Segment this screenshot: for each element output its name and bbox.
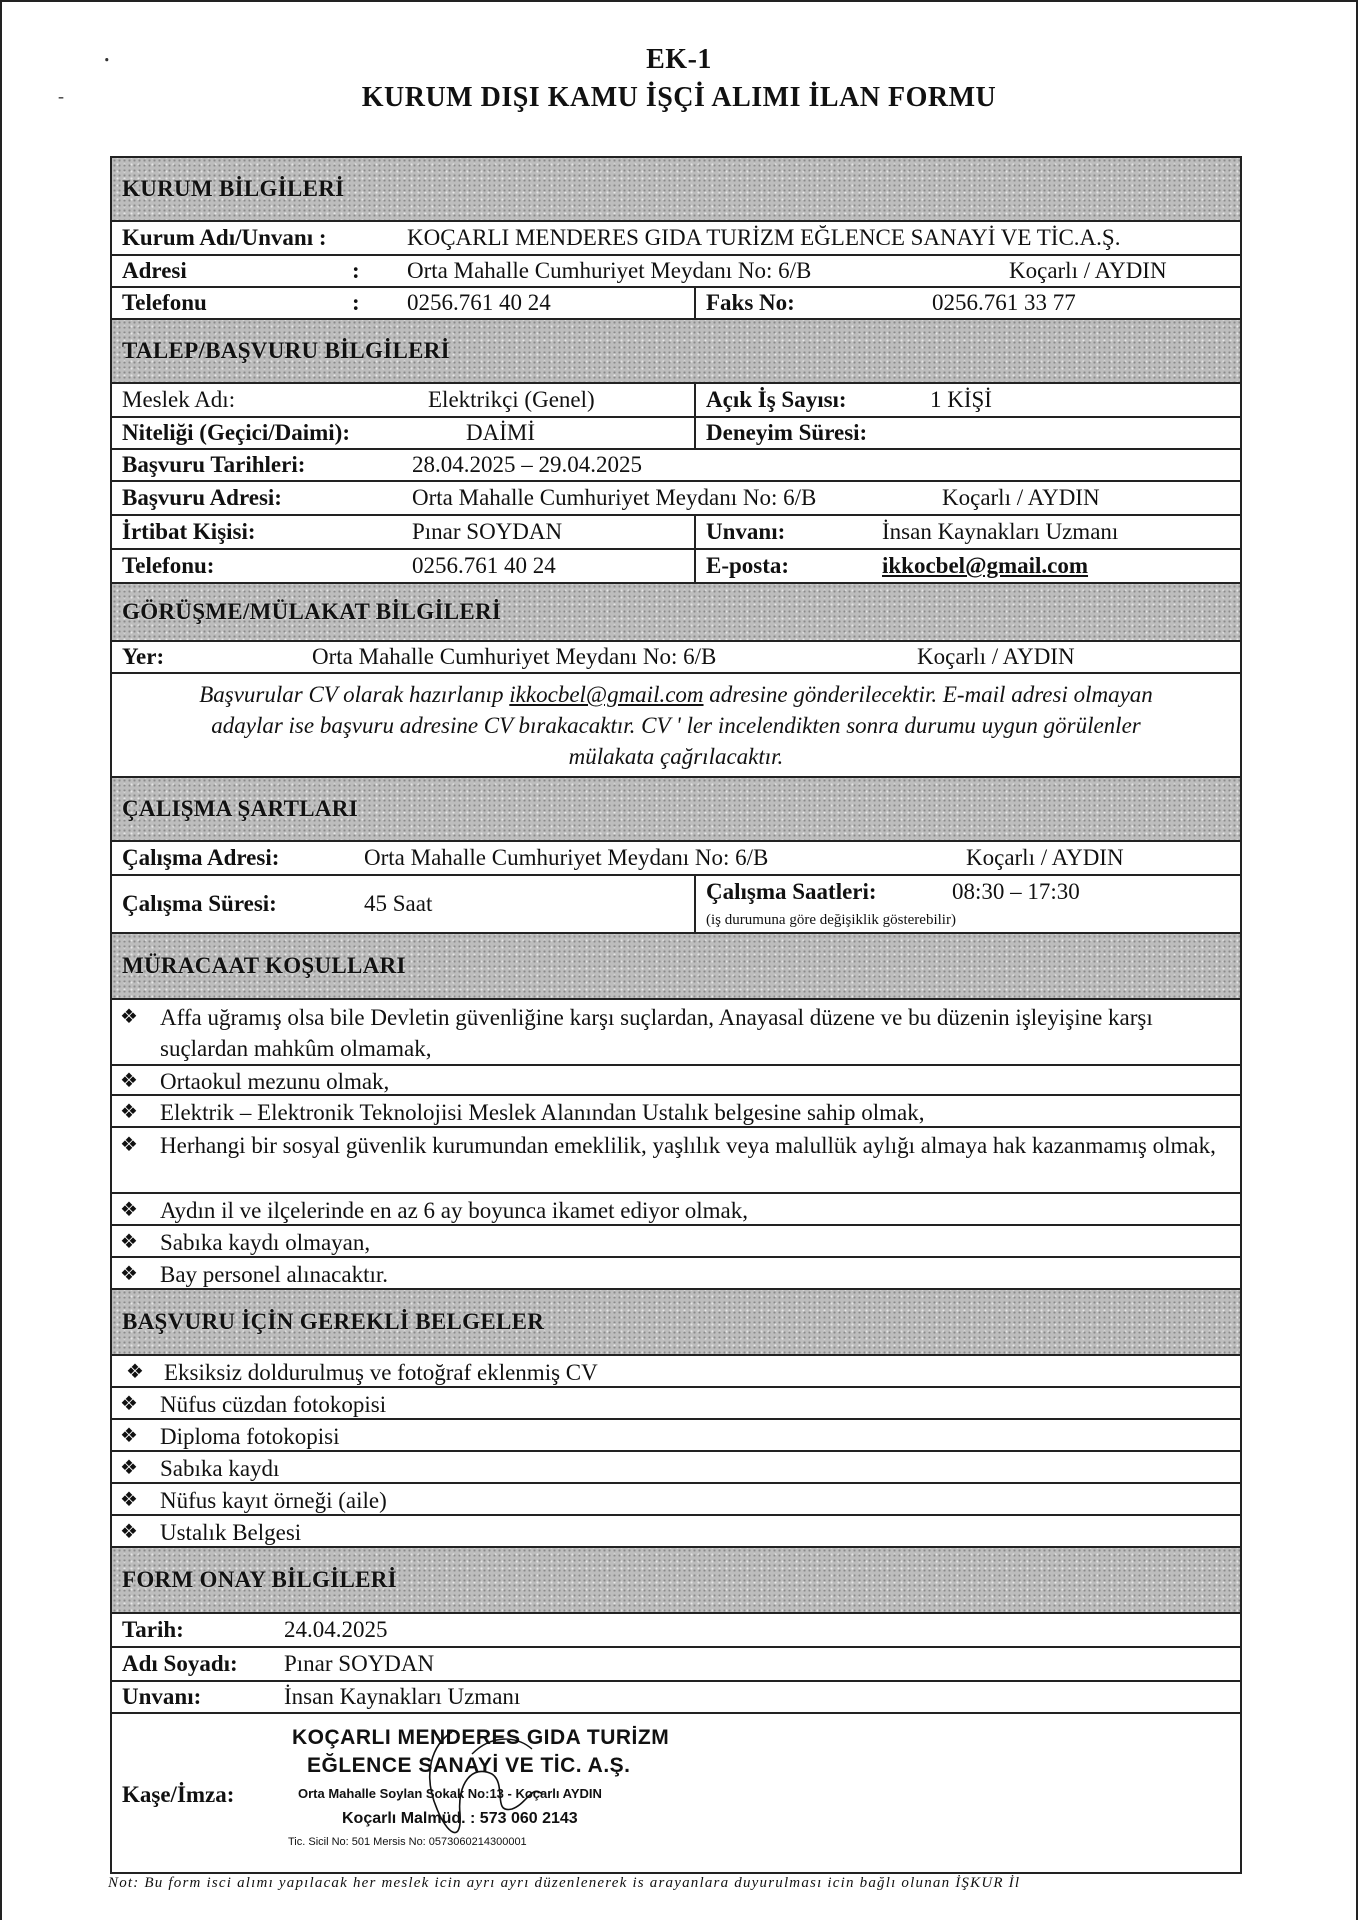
row-kurum-name — [112, 222, 1240, 256]
field-value-city: Koçarlı / AYDIN — [966, 845, 1124, 870]
row-kurum-phone — [112, 288, 1240, 320]
note-line: mülakata çağrılacaktır. — [568, 744, 784, 769]
field-label: Açık İş Sayısı: — [706, 387, 847, 412]
bullet-icon: ❖ — [120, 1006, 138, 1028]
field-label: Çalışma Süresi: — [122, 891, 277, 916]
bullet-icon: ❖ — [120, 1199, 138, 1221]
field-label: Telefonu: — [122, 553, 215, 578]
field-value: Pınar SOYDAN — [412, 519, 563, 544]
field-label: Kaşe/İmza: — [122, 1782, 235, 1807]
field-value-city: Koçarlı / AYDIN — [1009, 258, 1167, 283]
field-label: Unvanı: — [706, 519, 786, 544]
field-value: 08:30 – 17:30 — [952, 879, 1080, 904]
scan-mark: ꞏ — [104, 50, 110, 70]
section-header-talep — [112, 320, 1240, 384]
list-item-text: Ustalık Belgesi — [160, 1520, 302, 1545]
bullet-icon: ❖ — [120, 1457, 138, 1479]
section-title: TALEP/BAŞVURU BİLGİLERİ — [122, 338, 450, 363]
form-code: EK-1 — [646, 44, 712, 75]
field-value: Pınar SOYDAN — [284, 1651, 435, 1676]
field-value: 0256.761 40 24 — [407, 290, 551, 315]
cell-divider — [694, 288, 696, 318]
note-line: adaylar ise başvuru adresine CV bırakacaktır. CV ' ler incelendikten sonra durumu uygun görülenler — [211, 713, 1141, 738]
signature — [342, 1714, 622, 1876]
field-label: Meslek Adı: — [122, 387, 236, 412]
row-stamp — [112, 1714, 1240, 1876]
field-label: Faks No: — [706, 290, 795, 315]
note-text: adresine gönderilecektir. E-mail adresi olmayan — [703, 682, 1153, 707]
stamp-line: EĞLENCE SANAYİ VE TİC. A.Ş. — [307, 1754, 631, 1777]
stamp-line: Koçarlı Malmüd. : 573 060 2143 — [342, 1810, 578, 1827]
row-job — [112, 384, 1240, 418]
bullet-icon: ❖ — [120, 1425, 138, 1447]
row-type — [112, 418, 1240, 450]
list-item-text: Nüfus kayıt örneği (aile) — [160, 1488, 387, 1513]
row-approval-date — [112, 1614, 1240, 1648]
field-colon: : — [352, 258, 360, 283]
field-label: Başvuru Adresi: — [122, 485, 282, 510]
list-item — [112, 1258, 1240, 1290]
field-value-city: Koçarlı / AYDIN — [917, 644, 1075, 669]
list-item — [112, 1388, 1240, 1420]
list-item-text: Affa uğramış olsa bile Devletin güvenliğine karşı suçlardan, Anayasal düzene ve bu düzenin işleyişine karşı suçlardan mahkûm olmamak, — [160, 1005, 1153, 1061]
stamp-line: Orta Mahalle Soylan Sokak No:13 - Koçarlı AYDIN — [298, 1786, 602, 1801]
bullet-icon: ❖ — [120, 1489, 138, 1511]
row-approval-title — [112, 1682, 1240, 1714]
row-dates — [112, 450, 1240, 482]
section-title: BAŞVURU İÇİN GEREKLİ BELGELER — [122, 1309, 545, 1334]
field-label: Adı Soyadı: — [122, 1651, 238, 1676]
note-email-link[interactable]: ikkocbel@gmail.com — [509, 682, 704, 707]
row-interview-note — [112, 674, 1240, 778]
list-item-text: Bay personel alınacaktır. — [160, 1262, 389, 1287]
field-label: Deneyim Süresi: — [706, 420, 868, 445]
row-kurum-address — [112, 256, 1240, 288]
footnote: Not: Bu form isci alımı yapılacak her meslek icin ayrı ayrı düzenlenerek is arayanlara duyurulması icin bağlı olunan İŞKUR İl — [108, 1875, 1021, 1891]
field-value: 45 Saat — [364, 891, 433, 916]
field-label: Başvuru Tarihleri: — [122, 452, 306, 477]
section-header-muracaat — [112, 934, 1240, 1000]
stamp-line: KOÇARLI MENDERES GIDA TURİZM — [292, 1726, 670, 1749]
field-value: Orta Mahalle Cumhuriyet Meydanı No: 6/B — [407, 258, 812, 283]
list-item-text: Nüfus cüzdan fotokopisi — [160, 1392, 387, 1417]
note-line — [112, 679, 1240, 710]
field-value: Orta Mahalle Cumhuriyet Meydanı No: 6/B — [412, 485, 817, 510]
row-apply-address — [112, 482, 1240, 516]
left-border — [0, 0, 2, 1920]
field-value: 24.04.2025 — [284, 1617, 388, 1642]
list-item-text: Ortaokul mezunu olmak, — [160, 1069, 390, 1094]
list-item — [112, 1452, 1240, 1484]
list-item-text: Sabıka kaydı — [160, 1456, 280, 1481]
form-title: KURUM DIŞI KAMU İŞÇİ ALIMI İLAN FORMU — [361, 82, 997, 113]
field-note: (iş durumuna göre değişiklik gösterebilir) — [706, 911, 956, 928]
list-item-text: Aydın il ve ilçelerinde en az 6 ay boyunca ikamet ediyor olmak, — [160, 1198, 749, 1223]
list-item-text: Eksiksiz doldurulmuş ve fotoğraf eklenmiş CV — [164, 1360, 598, 1385]
cell-divider — [694, 516, 696, 548]
section-header-belgeler — [112, 1290, 1240, 1356]
list-item — [112, 1096, 1240, 1128]
list-item — [112, 1226, 1240, 1258]
row-work-duration — [112, 876, 1240, 934]
field-value: KOÇARLI MENDERES GIDA TURİZM EĞLENCE SANAYİ VE TİC.A.Ş. — [407, 225, 1121, 250]
bullet-icon: ❖ — [120, 1231, 138, 1253]
bullet-icon: ❖ — [120, 1101, 138, 1123]
scan-mark: - — [58, 86, 64, 106]
field-value: Orta Mahalle Cumhuriyet Meydanı No: 6/B — [364, 845, 769, 870]
top-border — [0, 0, 1358, 2]
field-label: Tarih: — [122, 1617, 184, 1642]
section-header-calisma — [112, 778, 1240, 842]
field-label: Kurum Adı/Unvanı : — [122, 225, 327, 250]
field-value: İnsan Kaynakları Uzmanı — [284, 1684, 521, 1709]
field-value-city: Koçarlı / AYDIN — [942, 485, 1100, 510]
field-value: 0256.761 40 24 — [412, 553, 556, 578]
bullet-icon: ❖ — [120, 1263, 138, 1285]
bullet-icon: ❖ — [126, 1361, 144, 1383]
field-label: Çalışma Adresi: — [122, 845, 280, 870]
field-value: DAİMİ — [466, 420, 535, 445]
section-title: MÜRACAAT KOŞULLARI — [122, 953, 406, 978]
row-approval-name — [112, 1648, 1240, 1682]
email-link[interactable]: ikkocbel@gmail.com — [882, 553, 1089, 578]
field-label: Çalışma Saatleri: — [706, 879, 877, 904]
section-title: ÇALIŞMA ŞARTLARI — [122, 796, 358, 821]
field-label: Niteliği (Geçici/Daimi): — [122, 420, 351, 445]
bullet-icon: ❖ — [120, 1134, 138, 1156]
field-label: Unvanı: — [122, 1684, 202, 1709]
field-label: Telefonu — [122, 290, 207, 315]
field-value: Elektrikçi (Genel) — [428, 387, 595, 412]
list-item — [112, 1128, 1240, 1194]
list-item-text: Herhangi bir sosyal güvenlik kurumundan emeklilik, yaşlılık veya malullük aylığı almaya hak kazanmamış olmak, — [160, 1133, 1216, 1158]
field-value: İnsan Kaynakları Uzmanı — [882, 519, 1119, 544]
row-interview-place — [112, 642, 1240, 674]
list-item-text: Elektrik – Elektronik Teknolojisi Meslek Alanından Ustalık belgesine sahip olmak, — [160, 1100, 925, 1125]
section-header-kurum — [112, 158, 1240, 222]
note-text: Başvurular CV olarak hazırlanıp — [199, 682, 510, 707]
field-value: 1 KİŞİ — [930, 387, 992, 412]
stamp-line: Tic. Sicil No: 501 Mersis No: 0573060214300001 — [288, 1836, 527, 1848]
field-value: 0256.761 33 77 — [932, 290, 1076, 315]
field-value: 28.04.2025 – 29.04.2025 — [412, 452, 642, 477]
section-title: GÖRÜŞME/MÜLAKAT BİLGİLERİ — [122, 599, 502, 624]
list-item — [112, 1420, 1240, 1452]
list-item — [112, 1484, 1240, 1516]
bullet-icon: ❖ — [120, 1393, 138, 1415]
cell-divider — [694, 418, 696, 448]
bullet-icon: ❖ — [120, 1521, 138, 1543]
section-title: FORM ONAY BİLGİLERİ — [122, 1567, 397, 1592]
section-header-mulakat — [112, 584, 1240, 642]
row-contact — [112, 516, 1240, 550]
section-title: KURUM BİLGİLERİ — [122, 176, 345, 201]
row-contact-phone — [112, 550, 1240, 584]
list-item — [112, 1000, 1240, 1066]
field-label: Adresi — [122, 258, 187, 283]
list-item — [112, 1356, 1240, 1388]
field-label: E-posta: — [706, 553, 790, 578]
cell-divider — [694, 550, 696, 582]
field-value: Orta Mahalle Cumhuriyet Meydanı No: 6/B — [312, 644, 717, 669]
form-table — [110, 156, 1242, 1874]
list-item — [112, 1066, 1240, 1096]
section-header-onay — [112, 1548, 1240, 1614]
field-colon: : — [352, 290, 360, 315]
cell-divider — [694, 876, 696, 932]
list-item-text: Sabıka kaydı olmayan, — [160, 1230, 371, 1255]
field-label: Yer: — [122, 644, 165, 669]
bullet-icon: ❖ — [120, 1070, 138, 1092]
list-item — [112, 1516, 1240, 1548]
field-label: İrtibat Kişisi: — [122, 519, 256, 544]
list-item-text: Diploma fotokopisi — [160, 1424, 340, 1449]
list-item — [112, 1194, 1240, 1226]
cell-divider — [694, 384, 696, 416]
